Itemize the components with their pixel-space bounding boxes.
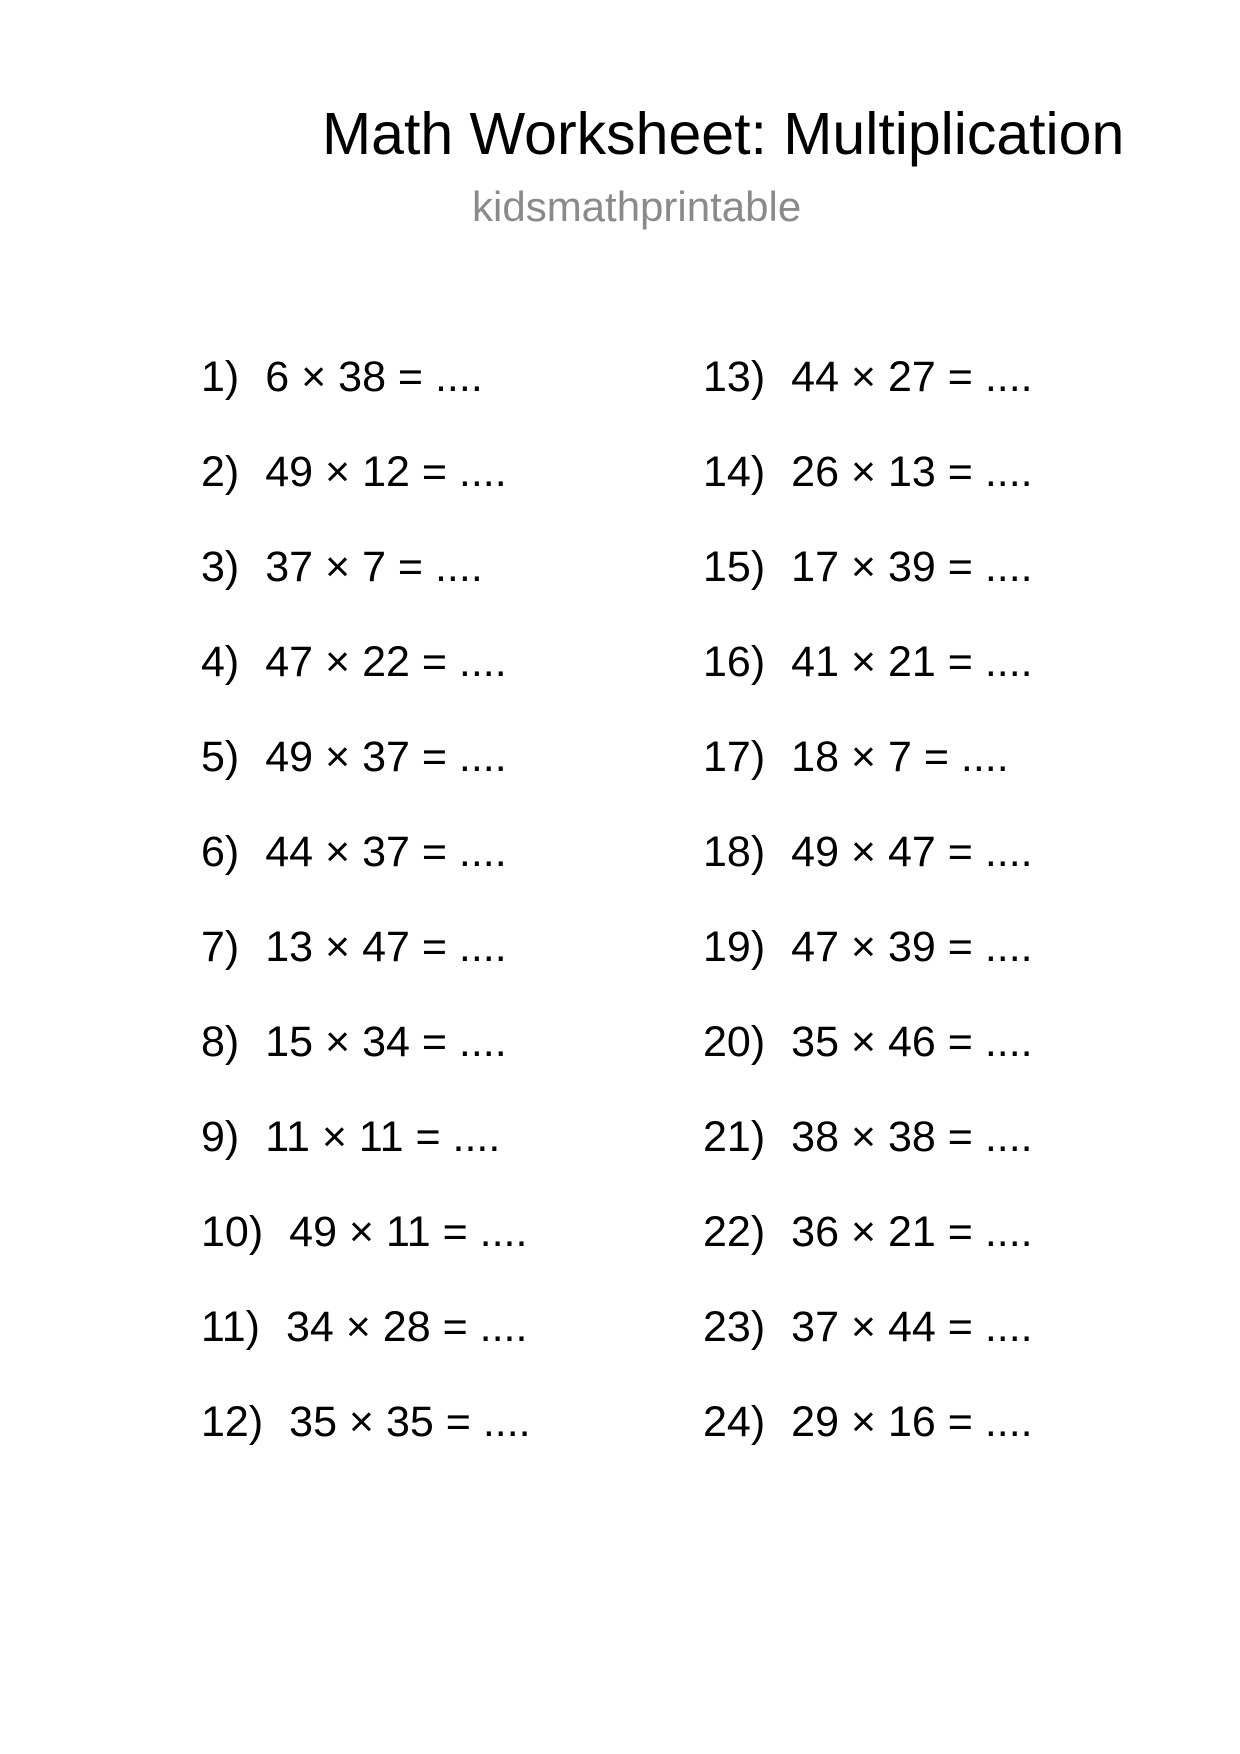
problem-expression: 41 × 21 = .... — [791, 638, 1033, 686]
problem-number: 1) — [201, 353, 240, 401]
problems-right-column — [703, 352, 1033, 1492]
problem-item — [703, 1112, 1033, 1207]
problem-expression: 18 × 7 = .... — [791, 733, 1009, 781]
problem-expression: 47 × 22 = .... — [265, 638, 507, 686]
problem-expression: 11 × 11 = .... — [265, 1113, 501, 1161]
problem-expression: 29 × 16 = .... — [791, 1398, 1033, 1446]
problem-number: 8) — [201, 1018, 240, 1066]
problem-expression: 37 × 7 = .... — [265, 543, 483, 591]
problem-item — [703, 1302, 1033, 1397]
problem-item — [201, 1017, 531, 1112]
problem-number: 18) — [703, 828, 766, 876]
problem-expression: 17 × 39 = .... — [791, 543, 1033, 591]
problem-number: 21) — [703, 1113, 766, 1161]
problem-expression: 13 × 47 = .... — [265, 923, 507, 971]
problem-item — [201, 922, 531, 1017]
problem-item — [703, 1207, 1033, 1302]
problem-number: 6) — [201, 828, 240, 876]
problem-item — [201, 1302, 531, 1397]
problem-item — [201, 352, 531, 447]
problem-number: 19) — [703, 923, 766, 971]
problem-expression: 34 × 28 = .... — [285, 1303, 528, 1351]
problem-number: 23) — [703, 1303, 766, 1351]
problem-item — [201, 1397, 531, 1492]
problem-expression: 26 × 13 = .... — [791, 448, 1033, 496]
problem-item — [703, 637, 1033, 732]
problem-number: 20) — [703, 1018, 766, 1066]
problem-item — [201, 1207, 531, 1302]
problem-number: 2) — [201, 448, 240, 496]
problem-number: 24) — [703, 1398, 766, 1446]
problem-expression: 15 × 34 = .... — [265, 1018, 507, 1066]
problem-number: 14) — [703, 448, 766, 496]
problem-item — [703, 922, 1033, 1017]
problem-item — [703, 447, 1033, 542]
problem-number: 10) — [201, 1208, 264, 1256]
problem-expression: 35 × 35 = .... — [289, 1398, 531, 1446]
problem-number: 5) — [201, 733, 240, 781]
problem-item — [703, 352, 1033, 447]
problem-item — [703, 542, 1033, 637]
problem-number: 16) — [703, 638, 766, 686]
problem-number: 17) — [703, 733, 766, 781]
problem-number: 9) — [201, 1113, 240, 1161]
problem-number: 7) — [201, 923, 240, 971]
problem-item — [703, 732, 1033, 827]
problem-number: 22) — [703, 1208, 766, 1256]
problem-expression: 49 × 11 = .... — [289, 1208, 528, 1256]
problem-expression: 49 × 47 = .... — [791, 828, 1033, 876]
problem-expression: 37 × 44 = .... — [791, 1303, 1033, 1351]
problem-item — [201, 542, 531, 637]
problem-expression: 35 × 46 = .... — [791, 1018, 1033, 1066]
problem-item — [703, 1017, 1033, 1112]
problem-number: 15) — [703, 543, 766, 591]
problem-item — [703, 1397, 1033, 1492]
problem-expression: 44 × 27 = .... — [791, 353, 1033, 401]
problem-expression: 6 × 38 = .... — [265, 353, 483, 401]
problem-expression: 49 × 12 = .... — [265, 448, 507, 496]
problem-item — [201, 637, 531, 732]
problem-item — [703, 827, 1033, 922]
problem-number: 11) — [201, 1303, 260, 1351]
worksheet-title: Math Worksheet: Multiplication — [322, 101, 1125, 167]
problem-expression: 44 × 37 = .... — [265, 828, 507, 876]
problem-expression: 49 × 37 = .... — [265, 733, 507, 781]
problem-number: 12) — [201, 1398, 264, 1446]
problems-left-column — [201, 352, 531, 1492]
problem-number: 4) — [201, 638, 240, 686]
problem-item — [201, 1112, 531, 1207]
problem-expression: 38 × 38 = .... — [791, 1113, 1033, 1161]
problem-item — [201, 732, 531, 827]
problem-item — [201, 447, 531, 542]
problem-expression: 47 × 39 = .... — [791, 923, 1033, 971]
worksheet-subtitle: kidsmathprintable — [472, 183, 802, 230]
problem-item — [201, 827, 531, 922]
problem-number: 3) — [201, 543, 240, 591]
problem-expression: 36 × 21 = .... — [791, 1208, 1033, 1256]
problem-number: 13) — [703, 353, 766, 401]
